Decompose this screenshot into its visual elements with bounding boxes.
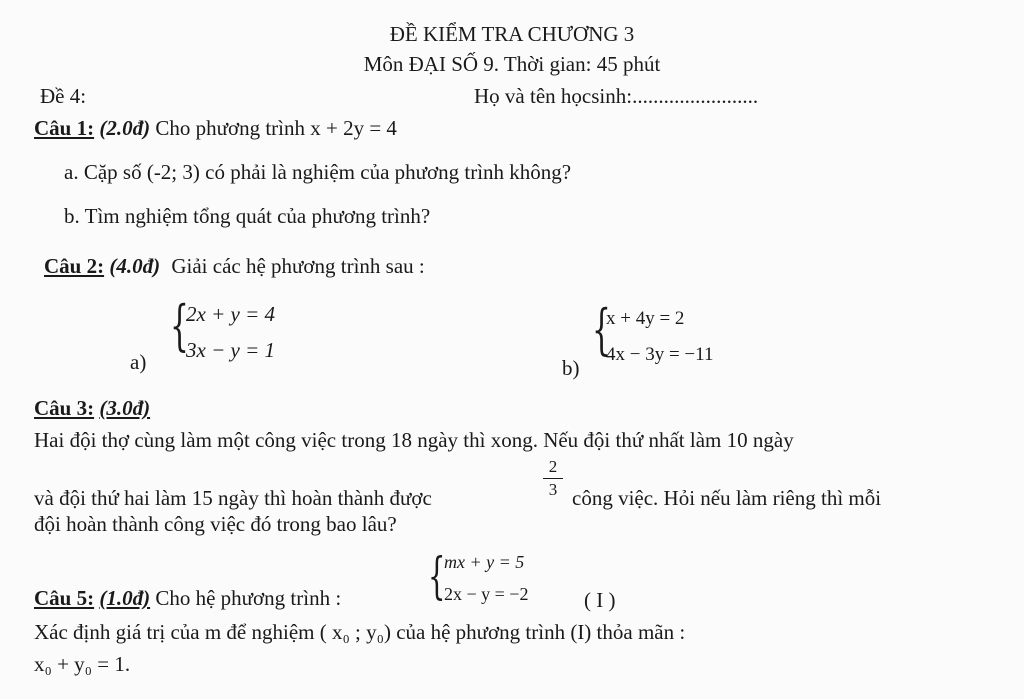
system-b-eq2: 4x − 3y = −11 bbox=[606, 344, 714, 365]
question-1-label: Câu 1: bbox=[34, 116, 95, 140]
question-3-points: (3.0đ) bbox=[99, 396, 151, 420]
question-5-points: (1.0đ) bbox=[99, 586, 151, 610]
question-2-text: Giải các hệ phương trình sau : bbox=[171, 254, 425, 278]
system-b-label: b) bbox=[562, 356, 580, 380]
exam-code: Đề 4: bbox=[40, 84, 87, 108]
question-3-line-1: Hai đội thợ cùng làm một công việc trong 18 ngày thì xong. Nếu đội thứ nhất làm 10 ngày bbox=[34, 428, 794, 452]
question-2 bbox=[44, 254, 425, 279]
question-1 bbox=[34, 116, 397, 141]
system-a-label: a) bbox=[130, 350, 147, 374]
fraction-two-thirds bbox=[543, 458, 563, 499]
question-3-line-3: đội hoàn thành công việc đó trong bao lâu? bbox=[34, 512, 397, 536]
fraction-bar bbox=[543, 478, 563, 479]
question-5-line-2: x₀ + y₀ = 1. bbox=[34, 652, 131, 676]
question-3-header bbox=[34, 396, 150, 421]
question-5 bbox=[34, 586, 341, 611]
question-2-label: Câu 2: bbox=[44, 254, 105, 278]
student-name-blank: ........................ bbox=[632, 84, 759, 108]
question-1-text: Cho phương trình x + 2y = 4 bbox=[155, 116, 397, 140]
system-5-brace: { bbox=[428, 547, 446, 605]
system-b-brace: { bbox=[592, 298, 611, 361]
student-name-field bbox=[474, 84, 758, 109]
question-3-line-2-end: công việc. Hỏi nếu làm riêng thì mỗi bbox=[572, 486, 882, 510]
page-title: ĐỀ KIỂM TRA CHƯƠNG 3 bbox=[389, 22, 635, 46]
question-5-line-1: Xác định giá trị của m để nghiệm ( x₀ ; y₀) của hệ phương trình (I) thỏa mãn : bbox=[34, 620, 686, 644]
system-5-eq1: mx + y = 5 bbox=[444, 552, 525, 572]
fraction-numerator: 2 bbox=[548, 457, 558, 476]
question-5-text: Cho hệ phương trình : bbox=[155, 586, 342, 610]
system-a-eq2: 3x − y = 1 bbox=[186, 338, 275, 362]
question-1a: a. Cặp số (-2; 3) có phải là nghiệm của phương trình không? bbox=[64, 160, 572, 184]
system-a-brace: { bbox=[170, 294, 189, 357]
system-5-tag: ( I ) bbox=[584, 588, 616, 612]
question-1b: b. Tìm nghiệm tổng quát của phương trình? bbox=[64, 204, 431, 228]
fraction-denominator: 3 bbox=[548, 480, 558, 499]
question-2-points: (4.0đ) bbox=[109, 254, 161, 278]
system-a-eq1: 2x + y = 4 bbox=[186, 302, 275, 326]
system-5-eq2: 2x − y = −2 bbox=[444, 584, 529, 604]
question-1-points: (2.0đ) bbox=[99, 116, 151, 140]
question-3-line-2-start: và đội thứ hai làm 15 ngày thì hoàn thành được bbox=[34, 486, 432, 510]
question-5-label: Câu 5: bbox=[34, 586, 95, 610]
question-3-label: Câu 3: bbox=[34, 396, 95, 420]
system-b-eq1: x + 4y = 2 bbox=[606, 308, 685, 329]
student-name-label: Họ và tên họcsinh: bbox=[474, 84, 633, 108]
page-subtitle: Môn ĐẠI SỐ 9. Thời gian: 45 phút bbox=[363, 52, 661, 76]
